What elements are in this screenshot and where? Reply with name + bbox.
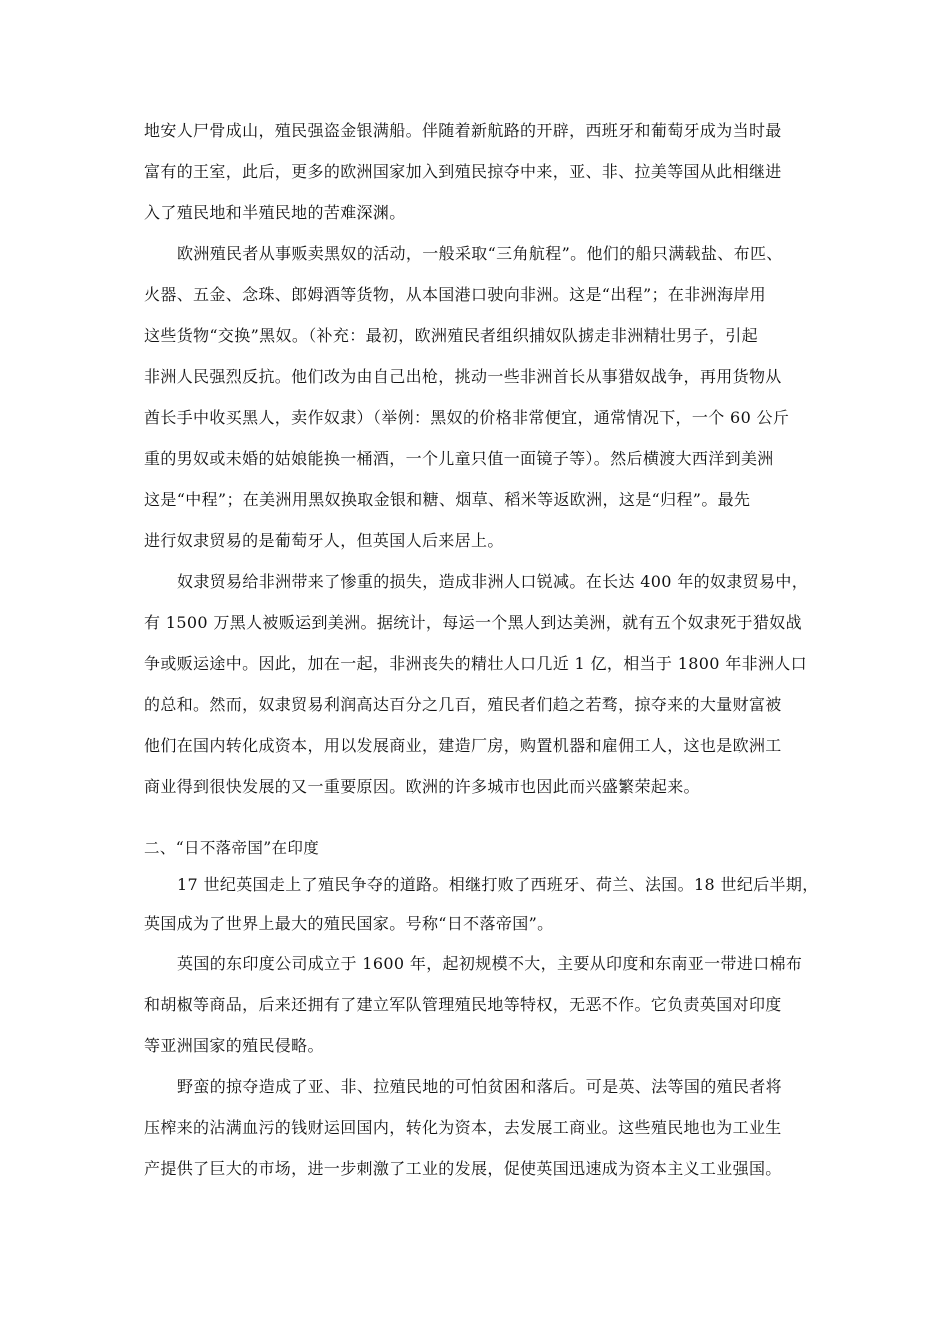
text-line: 的总和。然而，奴隶贸易利润高达百分之几百，殖民者们趋之若骛，掠夺来的大量财富被 (144, 695, 782, 714)
text-line: 争或贩运途中。因此，加在一起，非洲丧失的精壮人口几近 1 亿，相当于 1800 年非洲人口 (144, 654, 807, 673)
text-line: 他们在国内转化成资本，用以发展商业，建造厂房，购置机器和雇佣工人，这也是欧洲工 (144, 736, 782, 755)
text-line: 等亚洲国家的殖民侵略。 (144, 1036, 324, 1055)
section-heading: 二、“日不落帝国”在印度 (144, 839, 320, 857)
text-line: 地安人尸骨成山，殖民强盗金银满船。伴随着新航路的开辟，西班牙和葡萄牙成为当时最 (144, 121, 782, 140)
text-line: 和胡椒等商品，后来还拥有了建立军队管理殖民地等特权，无恶不作。它负责英国对印度 (144, 995, 782, 1014)
text-line: 17 世纪英国走上了殖民争夺的道路。相继打败了西班牙、荷兰、法国。18 世纪后半期， (177, 875, 819, 894)
text-line: 压榨来的沾满血污的钱财运回国内，转化为资本，去发展工商业。这些殖民地也为工业生 (144, 1118, 782, 1137)
text-line: 英国的东印度公司成立于 1600 年，起初规模不大，主要从印度和东南亚一带进口棉布 (177, 954, 803, 973)
text-line: 这些货物“交换”黑奴。（补充：最初，欧洲殖民者组织捕奴队掳走非洲精壮男子，引起 (144, 326, 759, 345)
text-line: 重的男奴或未婚的姑娘能换一桶酒，一个儿童只值一面镜子等）。然后横渡大西洋到美洲 (144, 449, 774, 468)
text-line: 野蛮的掠夺造成了亚、非、拉殖民地的可怕贫困和落后。可是英、法等国的殖民者将 (177, 1077, 782, 1096)
text-line: 欧洲殖民者从事贩卖黑奴的活动，一般采取“三角航程”。他们的船只满载盐、布匹、 (177, 244, 783, 263)
text-line: 英国成为了世界上最大的殖民国家。号称“日不落帝国”。 (144, 914, 554, 933)
text-line: 奴隶贸易给非洲带来了惨重的损失，造成非洲人口锐减。在长达 400 年的奴隶贸易中， (177, 572, 809, 591)
text-line: 火器、五金、念珠、郎姆酒等货物，从本国港口驶向非洲。这是“出程”；在非洲海岸用 (144, 285, 767, 304)
text-line: 这是“中程”；在美洲用黑奴换取金银和糖、烟草、稻米等返欧洲，这是“归程”。最先 (144, 490, 751, 509)
text-line: 产提供了巨大的市场，进一步刺激了工业的发展，促使英国迅速成为资本主义工业强国。 (144, 1159, 782, 1178)
text-line: 非洲人民强烈反抗。他们改为由自己出枪，挑动一些非洲首长从事猎奴战争，再用货物从 (144, 367, 782, 386)
text-line: 进行奴隶贸易的是葡萄牙人，但英国人后来居上。 (144, 531, 504, 550)
text-line: 有 1500 万黑人被贩运到美洲。据统计，每运一个黑人到达美洲，就有五个奴隶死于猎奴战 (144, 613, 802, 632)
text-line: 富有的王室，此后，更多的欧洲国家加入到殖民掠夺中来，亚、非、拉美等国从此相继进 (144, 162, 782, 181)
text-line: 入了殖民地和半殖民地的苦难深渊。 (144, 203, 406, 222)
text-line: 酋长手中收买黑人，卖作奴隶）（举例：黑奴的价格非常便宜，通常情况下，一个 60 公斤 (144, 408, 790, 427)
text-line: 商业得到很快发展的又一重要原因。欧洲的许多城市也因此而兴盛繁荣起来。 (144, 777, 700, 796)
